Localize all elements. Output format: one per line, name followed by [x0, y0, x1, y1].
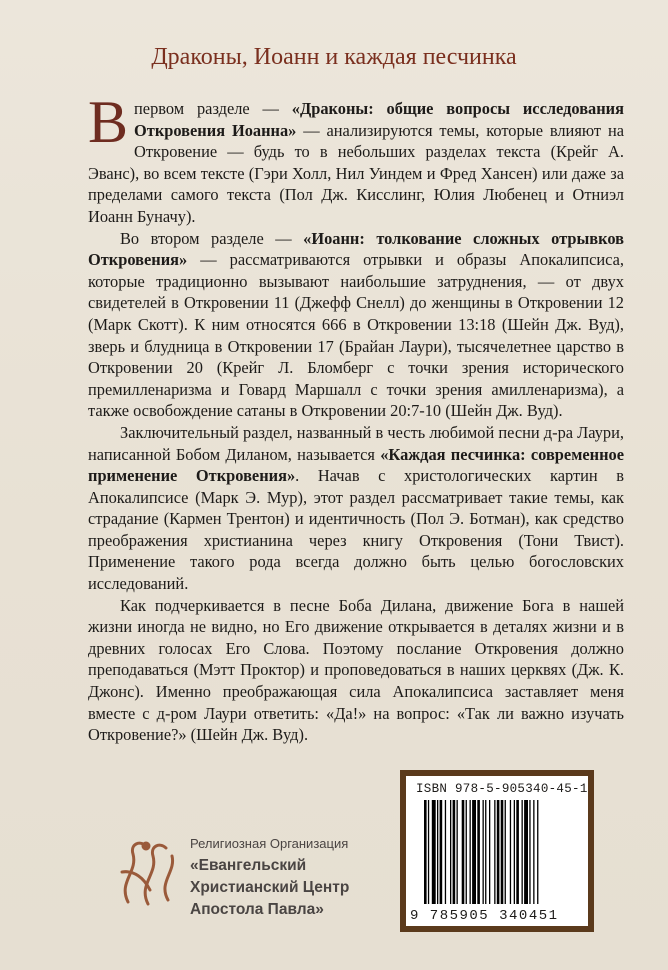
barcode-bar	[428, 800, 429, 904]
barcode-bar	[466, 800, 467, 904]
barcode-bar	[472, 800, 476, 904]
barcode	[406, 776, 588, 926]
paragraph-2: Во втором разделе — «Иоанн: толкование сложных отрывков Откровения» — рассматриваются отрывки и образы Апокалипсиса, которые традиционно вызывают наибольшие затруднения, — от двух свидетелей в Откровении 11 (Джефф Снелл) до женщины в Откровении 12 (Марк Скотт). К ним относятся 666 в Откровении 13:18 (Шейн Дж. Вуд), зверь и блудница в Откровении 17 (Брайан Лаури), тысячелетнее царство в Откровении 20 (Крейг Л. Бломберг с точки зрения исторического премилленаризма и Говард Маршалл с точки зрения амилленаризма), а также освобождение сатаны в Откровении 20:7-10 (Шейн Дж. Вуд).	[88, 228, 624, 421]
drop-cap: В	[88, 89, 129, 155]
barcode-bar	[524, 800, 528, 904]
annotation-text	[88, 89, 624, 746]
barcode-bar	[432, 800, 436, 904]
publisher-line-1: Религиозная Организация	[190, 836, 349, 851]
publisher-line-3: Христианский Центр	[190, 879, 350, 896]
barcode-bar	[533, 800, 534, 904]
barcode-bar	[505, 800, 506, 904]
barcode-bar	[437, 800, 438, 904]
barcode-bars	[424, 800, 574, 904]
barcode-frame	[400, 770, 594, 932]
barcode-bar	[497, 800, 500, 904]
barcode-bar	[510, 800, 511, 904]
barcode-bar	[501, 800, 504, 904]
publisher-logo-icon	[108, 832, 188, 912]
barcode-bar	[445, 800, 446, 904]
barcode-bar	[516, 800, 519, 904]
publisher-line-2: «Евангельский	[190, 857, 307, 874]
barcode-bar	[514, 800, 515, 904]
paragraph-3: Заключительный раздел, названный в честь любимой песни д-ра Лаури, написанной Бобом Диланом, называется «Каждая песчинка: современное применение Откровения». Начав с христологических картин в Апокалипсисе (Марк Э. Мур), этот раздел рассматривает такие темы, как страдание (Кармен Трентон) и идентичность (Пол Э. Ботман), как средство преображения христианина через книгу Откровения (Тони Твист). Применение такого рода всегда должно быть целью богословских исследований.	[88, 422, 624, 594]
barcode-bar	[537, 800, 538, 904]
barcode-bar	[462, 800, 465, 904]
paragraph-1: Впервом разделе — «Драконы: общие вопросы исследования Откровения Иоанна» — анализируются темы, которые влияют на Откровение — будь то в небольших разделах текста (Крейг А. Эванс), во всем тексте (Гэри Холл, Нил Уиндем и Фред Хансен) или даже за пределами самого текста (Пол Дж. Кисслинг, Юлия Любенец и Отниэл Иоанн Буначу).	[88, 89, 624, 226]
publisher-line-4: Апостола Павла»	[190, 901, 324, 918]
barcode-number: 9 785905 340451	[410, 908, 559, 924]
barcode-bar	[424, 800, 427, 904]
barcode-bar	[489, 800, 490, 904]
barcode-bar	[485, 800, 486, 904]
barcode-bar	[470, 800, 471, 904]
barcode-bar	[453, 800, 456, 904]
barcode-bar	[477, 800, 480, 904]
barcode-bar	[440, 800, 443, 904]
paragraph-4: Как подчеркивается в песне Боба Дилана, движение Бога в нашей жизни иногда не видно, но Его движение открывается в деталях жизни и в древних голосах Его Слова. Поэтому послание Откровения должно преподаваться (Мэтт Проктор) и проповедоваться в наших церквях (Дж. К. Джонс). Именно преображающая сила Апокалипсиса заставляет меня вместе с д-ром Лаури ответить: «Да!» на вопрос: «Так ли важно изучать Откровение?» (Шейн Дж. Вуд).	[88, 595, 624, 745]
barcode-bar	[457, 800, 458, 904]
barcode-bar	[529, 800, 530, 904]
barcode-bar	[450, 800, 451, 904]
barcode-bar	[494, 800, 495, 904]
barcode-bar	[483, 800, 484, 904]
publisher-info	[190, 836, 349, 921]
isbn-label: ISBN 978-5-905340-45-1	[416, 782, 588, 796]
barcode-bar	[522, 800, 523, 904]
page-title: Драконы, Иоанн и каждая песчинка	[151, 44, 517, 70]
